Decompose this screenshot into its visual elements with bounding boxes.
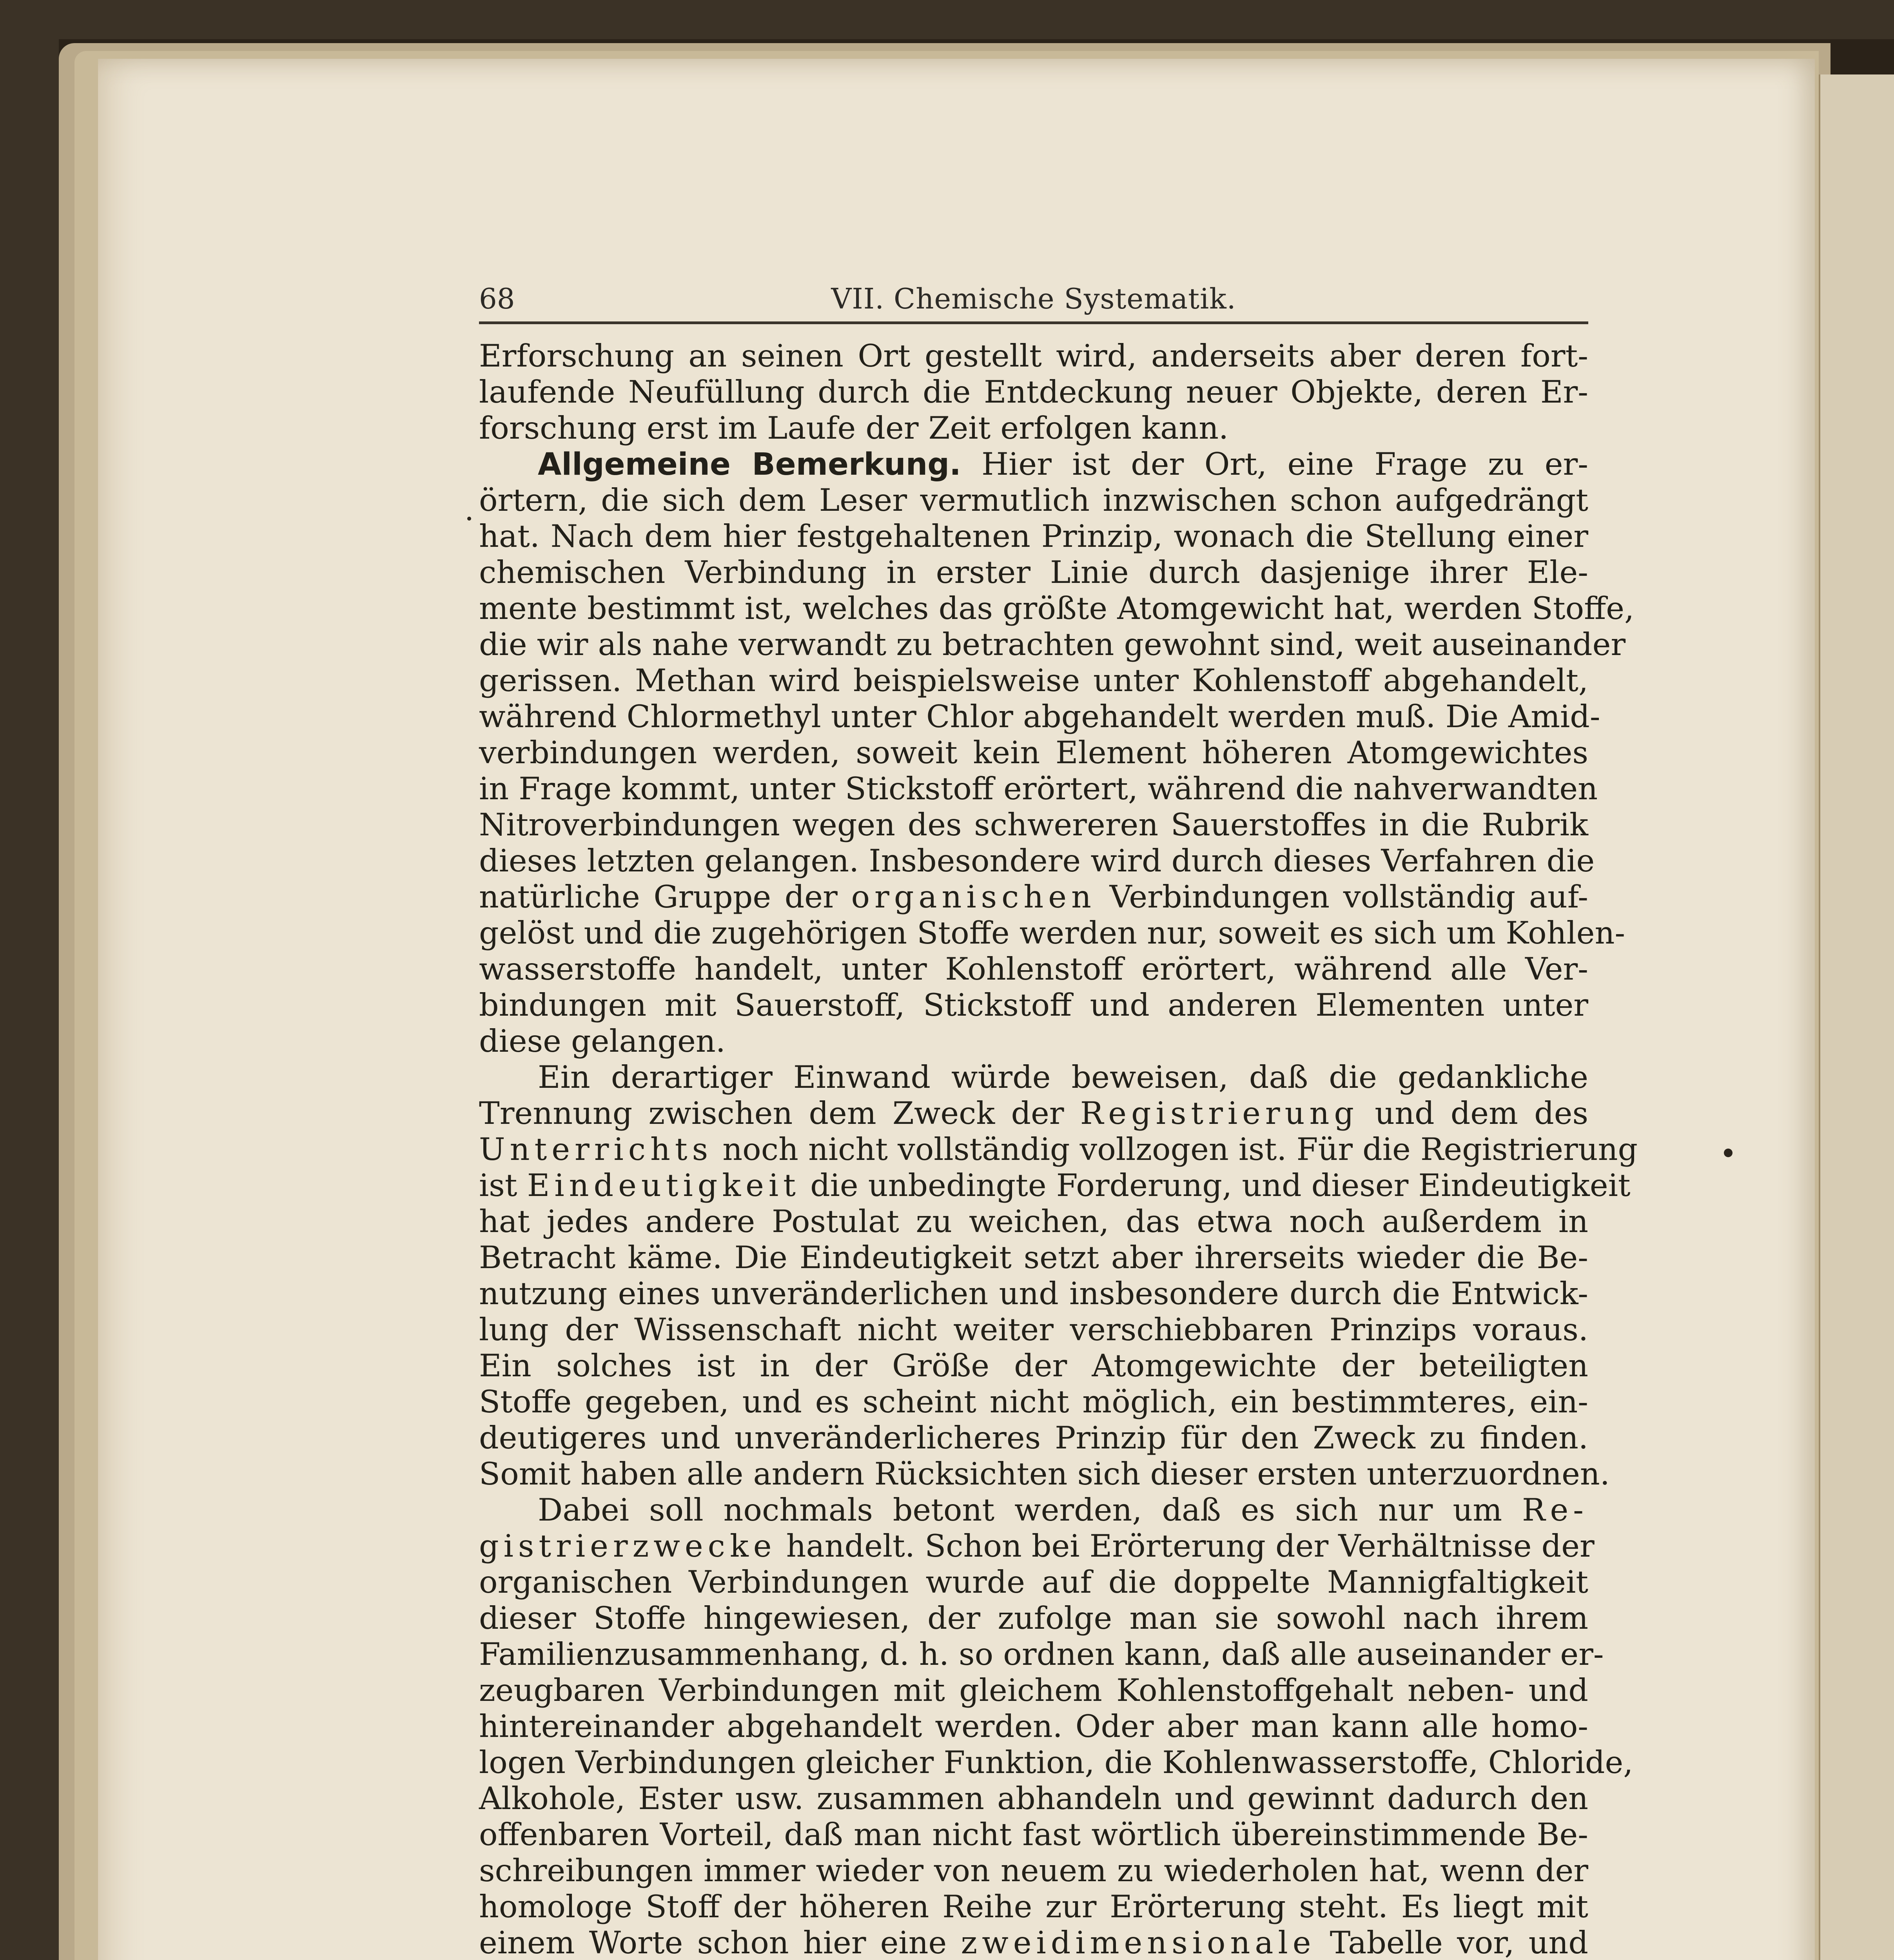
text-line: diese gelangen. xyxy=(479,1023,726,1059)
text-line: gistrierzwecke handelt. Schon bei Erörterung der Verhältnisse der xyxy=(479,1528,1595,1564)
text-line: dieses letzten gelangen. Insbesondere wird durch dieses Verfahren die xyxy=(479,843,1595,879)
page-header xyxy=(479,274,1588,324)
text-line: chemischen Verbindung in erster Linie durch dasjenige ihrer Ele- xyxy=(479,554,1588,590)
text-line: bindungen mit Sauerstoff, Stickstoff und anderen Elementen unter xyxy=(479,987,1588,1023)
text-line: Dabei soll nochmals betont werden, daß es sich nur um Re- xyxy=(538,1492,1588,1528)
spaced-emphasis: organischen xyxy=(851,879,1096,915)
spaced-emphasis: Unterrichts xyxy=(479,1131,713,1167)
text-line: Somit haben alle andern Rücksichten sich dieser ersten unterzuordnen. xyxy=(479,1456,1610,1492)
text-line: zeugbaren Verbindungen mit gleichem Kohlenstoffgehalt neben- und xyxy=(479,1672,1588,1708)
page-number: 68 xyxy=(479,282,515,315)
text-line: laufende Neufüllung durch die Entdeckung neuer Objekte, deren Er- xyxy=(479,374,1588,410)
spaced-emphasis: Re- xyxy=(1522,1492,1588,1528)
text-line: offenbaren Vorteil, daß man nicht fast wörtlich übereinstimmende Be- xyxy=(479,1817,1588,1853)
running-title: VII. Chemische Systematik. xyxy=(831,282,1236,315)
spaced-emphasis: gistrierzwecke xyxy=(479,1528,776,1564)
text-line: mente bestimmt ist, welches das größte Atomgewicht hat, werden Stoffe, xyxy=(479,590,1635,626)
text-line: einem Worte schon hier eine zweidimensionale Tabelle vor, und xyxy=(479,1925,1588,1960)
spaced-emphasis: Registrierung xyxy=(1080,1095,1359,1131)
spaced-emphasis: zweidimensionale xyxy=(961,1925,1316,1960)
text-line: wasserstoffe handelt, unter Kohlenstoff erörtert, während alle Ver- xyxy=(479,951,1588,987)
text-line: Unterrichts noch nicht vollständig vollzogen ist. Für die Registrierung xyxy=(479,1131,1638,1167)
text-line: forschung erst im Laufe der Zeit erfolgen kann. xyxy=(479,410,1229,446)
text-line: Trennung zwischen dem Zweck der Registrierung und dem des xyxy=(479,1095,1589,1131)
text-line: organischen Verbindungen wurde auf die doppelte Mannigfaltigkeit xyxy=(479,1564,1588,1600)
text-line: in Frage kommt, unter Stickstoff erörtert, während die nahverwandten xyxy=(479,771,1598,807)
text-line: Nitroverbindungen wegen des schwereren Sauerstoffes in die Rubrik xyxy=(479,807,1588,843)
text-line: Familienzusammenhang, d. h. so ordnen kann, daß alle auseinander er- xyxy=(479,1636,1604,1672)
text-line: Ein solches ist in der Größe der Atomgewichte der beteiligten xyxy=(479,1348,1588,1384)
facing-page-edge xyxy=(1819,74,1894,1960)
text-line: Erforschung an seinen Ort gestellt wird, anderseits aber deren fort- xyxy=(479,338,1588,374)
section-heading: Allgemeine Bemerkung. xyxy=(538,447,961,482)
text-line: deutigeres und unveränderlicheres Prinzip für den Zweck zu finden. xyxy=(479,1420,1588,1456)
text-line: ist Eindeutigkeit die unbedingte Forderung, und dieser Eindeutigkeit xyxy=(479,1167,1631,1203)
text-line: nutzung eines unveränderlichen und insbesondere durch die Entwick- xyxy=(479,1276,1588,1312)
text-line: homologe Stoff der höheren Reihe zur Erörterung steht. Es liegt mit xyxy=(479,1889,1588,1925)
text-line: verbindungen werden, soweit kein Element höheren Atomgewichtes xyxy=(479,735,1588,771)
text-line: Ein derartiger Einwand würde beweisen, daß die gedankliche xyxy=(538,1059,1588,1095)
text-line: dieser Stoffe hingewiesen, der zufolge man sie sowohl nach ihrem xyxy=(479,1600,1588,1636)
text-line: die wir als nahe verwandt zu betrachten gewohnt sind, weit auseinander xyxy=(479,626,1626,662)
ink-speck xyxy=(1724,1149,1733,1157)
text-line: Stoffe gegeben, und es scheint nicht möglich, ein bestimmteres, ein- xyxy=(479,1384,1588,1420)
body-text xyxy=(479,338,1638,1960)
text-line: hintereinander abgehandelt werden. Oder aber man kann alle homo- xyxy=(479,1708,1588,1744)
text-line: lung der Wissenschaft nicht weiter verschiebbaren Prinzips voraus. xyxy=(479,1312,1588,1348)
text-line: gelöst und die zugehörigen Stoffe werden nur, soweit es sich um Kohlen- xyxy=(479,915,1626,951)
text-line: hat jedes andere Postulat zu weichen, das etwa noch außerdem in xyxy=(479,1203,1588,1240)
text-line: natürliche Gruppe der organischen Verbindungen vollständig auf- xyxy=(479,879,1588,915)
text-line: Alkohole, Ester usw. zusammen abhandeln und gewinnt dadurch den xyxy=(479,1780,1588,1817)
ink-speck xyxy=(467,517,471,521)
text-line: örtern, die sich dem Leser vermutlich inzwischen schon aufgedrängt xyxy=(479,482,1588,518)
text-line: schreibungen immer wieder von neuem zu wiederholen hat, wenn der xyxy=(479,1853,1588,1889)
text-line: logen Verbindungen gleicher Funktion, die Kohlenwasserstoffe, Chloride, xyxy=(479,1744,1633,1780)
text-line: hat. Nach dem hier festgehaltenen Prinzip, wonach die Stellung einer xyxy=(479,518,1588,554)
text-line: gerissen. Methan wird beispielsweise unter Kohlenstoff abgehandelt, xyxy=(479,662,1588,699)
spaced-emphasis: Eindeutigkeit xyxy=(527,1167,800,1203)
text-line: während Chlormethyl unter Chlor abgehandelt werden muß. Die Amid- xyxy=(479,699,1600,735)
text-line: Allgemeine Bemerkung. Hier ist der Ort, eine Frage zu er- xyxy=(538,446,1588,482)
text-line: Betracht käme. Die Eindeutigkeit setzt aber ihrerseits wieder die Be- xyxy=(479,1240,1588,1276)
